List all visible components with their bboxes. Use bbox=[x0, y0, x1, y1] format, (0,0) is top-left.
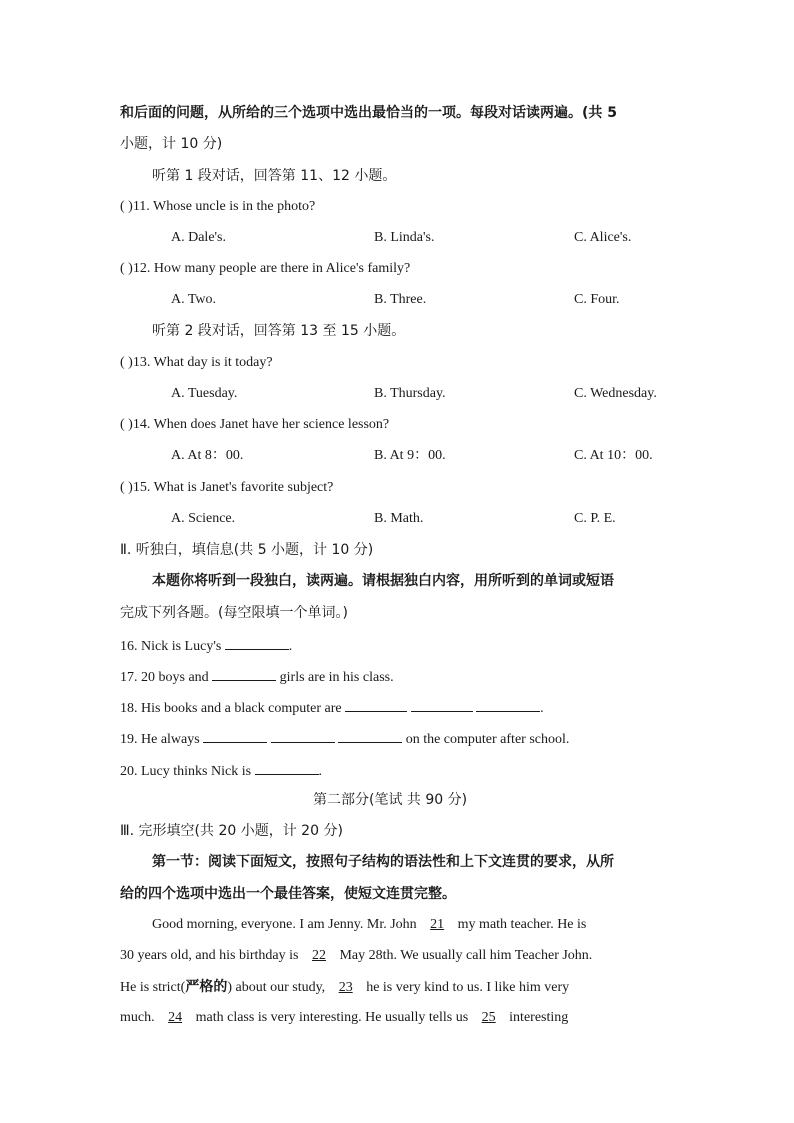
answer-bracket[interactable]: ( ) bbox=[120, 261, 133, 276]
answer-blank[interactable] bbox=[203, 728, 267, 743]
question-11 bbox=[120, 198, 315, 216]
question-12 bbox=[120, 260, 410, 278]
answer-bracket[interactable]: ( ) bbox=[120, 199, 133, 214]
fill-item-18: 18. His books and a black computer are . bbox=[120, 697, 544, 718]
option-12-c: C. Four. bbox=[574, 292, 620, 307]
intro-line-1: 和后面的问题，从所给的三个选项中选出最恰当的一项。每段对话读两遍。(共 5 bbox=[120, 105, 618, 121]
option-15-a: A. Science. bbox=[171, 511, 236, 526]
chinese-gloss: 严格的 bbox=[185, 979, 228, 995]
fill-item-16: 16. Nick is Lucy's . bbox=[120, 635, 292, 656]
answer-blank[interactable] bbox=[225, 635, 289, 650]
passage-line-1: Good morning, everyone. I am Jenny. Mr. John 21 my math teacher. He is bbox=[152, 917, 587, 932]
answer-bracket[interactable]: ( ) bbox=[120, 355, 133, 370]
fill-item-19: 19. He always on the computer after school. bbox=[120, 728, 569, 749]
option-13-a: A. Tuesday. bbox=[171, 386, 238, 401]
answer-blank[interactable] bbox=[255, 760, 319, 775]
answer-blank[interactable] bbox=[345, 697, 407, 712]
cloze-blank-24[interactable]: 24 bbox=[168, 1010, 183, 1025]
answer-blank[interactable] bbox=[212, 666, 276, 681]
question-text: 12. How many people are there in Alice's family? bbox=[132, 261, 411, 276]
option-11-a: A. Dale's. bbox=[171, 230, 227, 245]
written-part-heading: 第二部分(笔试 共 90 分) bbox=[313, 792, 468, 808]
option-14-a: A. At 8：00. bbox=[171, 448, 244, 463]
option-11-c: C. Alice's. bbox=[574, 230, 632, 245]
option-12-b: B. Three. bbox=[374, 292, 427, 307]
option-15-c: C. P. E. bbox=[574, 511, 616, 526]
option-13-b: B. Thursday. bbox=[374, 386, 446, 401]
fill-item-17: 17. 20 boys and girls are in his class. bbox=[120, 666, 394, 687]
option-14-b: B. At 9：00. bbox=[374, 448, 446, 463]
answer-blank[interactable] bbox=[338, 728, 402, 743]
answer-blank[interactable] bbox=[411, 697, 473, 712]
part3-title: Ⅲ. 完形填空(共 20 小题，计 20 分) bbox=[120, 823, 343, 839]
question-14 bbox=[120, 416, 389, 434]
option-15-b: B. Math. bbox=[374, 511, 424, 526]
question-13 bbox=[120, 354, 273, 372]
part3-instruction-1: 第一节：阅读下面短文，按照句子结构的语法性和上下文连贯的要求，从所 bbox=[152, 854, 614, 870]
part2-desc-2: 完成下列各题。(每空限填一个单词。) bbox=[120, 605, 348, 621]
section1-heading: 听第 1 段对话，回答第 11、12 小题。 bbox=[152, 168, 397, 184]
part3-instruction-2: 给的四个选项中选出一个最佳答案，使短文连贯完整。 bbox=[120, 886, 456, 902]
option-13-c: C. Wednesday. bbox=[574, 386, 657, 401]
question-text: 13. What day is it today? bbox=[132, 355, 273, 370]
cloze-blank-21[interactable]: 21 bbox=[430, 917, 445, 932]
cloze-blank-23[interactable]: 23 bbox=[338, 980, 353, 995]
answer-blank[interactable] bbox=[271, 728, 335, 743]
option-14-c: C. At 10：00. bbox=[574, 448, 653, 463]
part2-title: Ⅱ. 听独白，填信息(共 5 小题，计 10 分) bbox=[120, 542, 374, 558]
cloze-blank-25[interactable]: 25 bbox=[481, 1010, 496, 1025]
question-text: 15. What is Janet's favorite subject? bbox=[132, 480, 334, 495]
section2-heading: 听第 2 段对话，回答第 13 至 15 小题。 bbox=[152, 323, 406, 339]
question-text: 14. When does Janet have her science lesson? bbox=[132, 417, 390, 432]
option-11-b: B. Linda's. bbox=[374, 230, 435, 245]
part2-desc-1: 本题你将听到一段独白，读两遍。请根据独白内容，用所听到的单词或短语 bbox=[152, 573, 614, 589]
fill-item-20: 20. Lucy thinks Nick is . bbox=[120, 760, 322, 781]
question-15 bbox=[120, 479, 333, 497]
passage-line-2: 30 years old, and his birthday is 22 May 28th. We usually call him Teacher John. bbox=[120, 948, 593, 963]
option-12-a: A. Two. bbox=[171, 292, 217, 307]
question-text: 11. Whose uncle is in the photo? bbox=[132, 199, 316, 214]
passage-line-4: much. 24 math class is very interesting. He usually tells us 25 interesting bbox=[120, 1010, 569, 1025]
answer-blank[interactable] bbox=[476, 697, 540, 712]
cloze-blank-22[interactable]: 22 bbox=[311, 948, 326, 963]
answer-bracket[interactable]: ( ) bbox=[120, 417, 133, 432]
passage-line-3: He is strict(严格的) about our study, 23 he is very kind to us. I like him very bbox=[120, 979, 570, 995]
intro-line-2: 小题，计 10 分) bbox=[120, 136, 223, 152]
answer-bracket[interactable]: ( ) bbox=[120, 480, 133, 495]
